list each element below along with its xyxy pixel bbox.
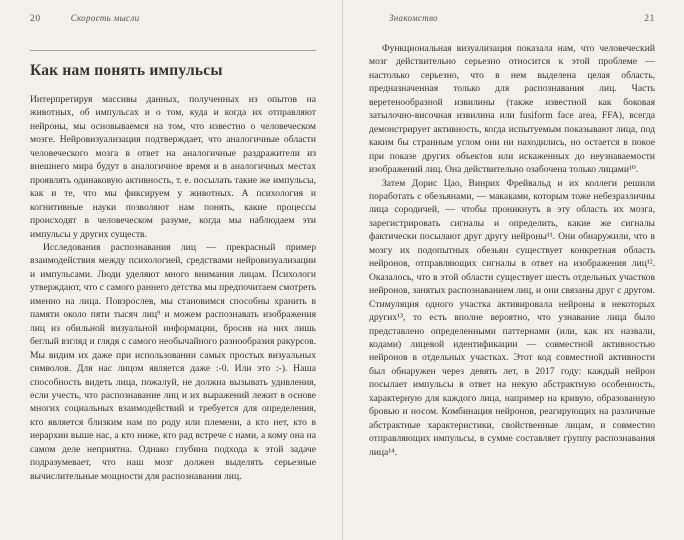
paragraph: Затем Дорис Цао, Винрих Фрейвальд и их коллеги решили поработать с обезьянами, — макаками, которым тоже небезразличны лица сородичей, — чтобы проникнуть в эту область их мозга, зарегистрировать сигналы и определить, какие же сигналы фактически посылают друг другу нейроны¹¹. Они обнаружили, что в мозгу их подопытных обезьян существует конкретная область нейронов, отправляющих сигналы в ответ на изображения лиц¹². Оказалось, что в этой области существует шесть отдельных участков нейронов, занятых распознаванием лиц, и они связаны друг с другом. Стимуляция одного участка активировала нейроны в некоторых других¹³, то есть вполне вероятно, что узнавание лица было представлено определенными паттернами (или, как их назвали, кодами) лицевой идентификации — совместной активностью нейронов в отдельных участках. Этот код совместной активности был обнаружен через девять лет, в 2017 году: каждый нейрон посылает импульсы в ответ на некую абстрактную особенность, характерную для каждого лица, например на кривую, образованную бровью и носом. Комбинация нейронов, реагирующих на различные абстрактные характеристики, свойственные лицам, и совместно отправляющих импульсы, в сумме составляет группу распознавания лица¹⁴. bbox=[369, 177, 655, 458]
paragraph: Исследования распознавания лиц — прекрасный пример взаимодействия между психологией, средствами нейровизуализации и импульсами. Люди уделяют много внимания лицам. Психологи утверждают, что с самого раннего детства мы предпочитаем смотреть именно на лица. Повзрослев, мы становимся способны хранить в памяти около пяти тысяч лиц⁹ и можем распознавать изображения лиц из обильной визуальной информации, бросив на них лишь беглый взгляд и глядя с самого необычайного разнообразия ракурсов. Мы видим их даже при использовании самых простых визуальных символов. Для нас лицом является даже :-0. Или это :-). Наша способность видеть лица, пожалуй, не должна вызывать удивления, если учесть, что распознавание лиц и их выражений лежит в основе многих социальных взаимодействий и требуется для определения, кто является близким нам по роду или племени, а кто нет, кто в иерархии выше нас, а кто ниже, кто рад встрече с нами, а кому она на самом деле неприятна. Однако глубина подхода к этой задаче подразумевает, что наш мозг должен выделять серьезные вычислительные мощности для распознавания лиц. bbox=[30, 241, 316, 482]
paragraph: Интерпретируя массивы данных, полученных из опытов на животных, об импульсах и о том, куда и когда их отправляют нейроны, мы основываемся на том, что известно о человеческом мозге. Нейровизуализация подтверждает, что аналогичные области человеческого мозга в ответ на аналогичные раздражители из внешнего мира будут в аналогичное время и в аналогичных местах проявлять одинаковую активность, т. е. посылать такие же импульсы, как и те, что мы фиксируем у животных. А психология и когнитивные науки позволяют нам понять, какие процессы происходят в человеческом разуме, когда мы наблюдаем эти импульсы у других существ. bbox=[30, 94, 316, 240]
right-page bbox=[342, 0, 684, 540]
left-page-body bbox=[30, 93, 316, 483]
right-running-title: Знакомство bbox=[389, 13, 438, 23]
paragraph: Функциональная визуализация показала нам, что человеческий мозг действительно серьезно относится к этой проблеме — настолько серьезно, что в нем выделена целая область, предназначенная только для распознавания лиц. Часть веретенообразной извилины (также известной как боковая затылочно-височная извилина или fusiform face area, FFA), всегда демонстрирует активность, когда испытуемым показывают лица, под каким бы странным углом они ни находились, но остается в покое при показе других объектов или искаженных до неузнаваемости изображений лиц. Она действительно озабочена только лицами¹⁰. bbox=[369, 43, 655, 176]
left-running-title: Скорость мысли bbox=[70, 13, 140, 23]
right-page-header bbox=[369, 13, 655, 27]
section-heading: Как нам понять импульсы bbox=[30, 50, 316, 80]
left-page-number: 20 bbox=[30, 14, 41, 24]
right-page-body bbox=[369, 42, 655, 459]
left-page-header bbox=[30, 13, 316, 27]
right-page-number: 21 bbox=[644, 14, 655, 24]
